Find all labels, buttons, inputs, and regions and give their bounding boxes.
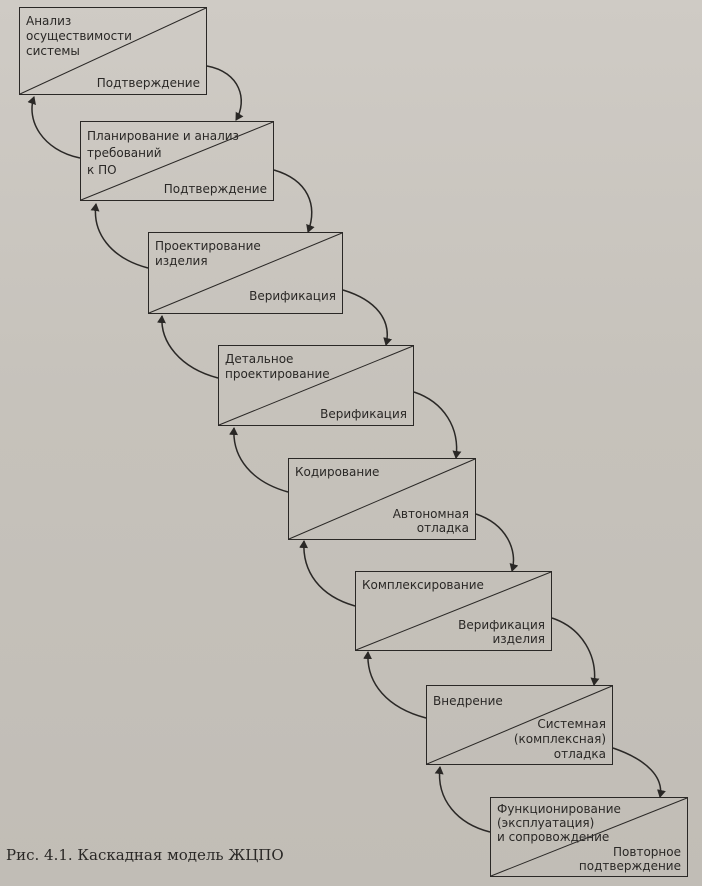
stage-title: Проектирование изделия (155, 239, 261, 268)
forward-arrow-7 (613, 748, 661, 797)
forward-arrow-6 (552, 618, 595, 685)
return-arrow-3 (162, 316, 218, 378)
stage-coding (288, 458, 476, 540)
stage-operation-maintenance (490, 797, 688, 877)
figure-caption: Рис. 4.1. Каскадная модель ЖЦПО (6, 846, 284, 864)
forward-arrow-5 (476, 514, 514, 571)
forward-arrow-4 (414, 392, 457, 458)
stage-result: Системная (комплексная) отладка (513, 717, 606, 761)
stage-result: Повторное подтверждение (578, 845, 681, 873)
stage-integration (355, 571, 552, 651)
return-arrow-4 (234, 428, 288, 492)
stage-feasibility-analysis (19, 7, 207, 95)
stage-result: Верификация (320, 407, 407, 421)
return-arrow-6 (368, 652, 426, 718)
stage-title: Планирование и анализ требований к ПО (87, 129, 239, 177)
return-arrow-1 (32, 97, 80, 158)
stage-product-design (148, 232, 343, 314)
stage-title: Комплексирование (362, 578, 484, 592)
return-arrow-2 (95, 204, 148, 268)
forward-arrow-2 (274, 170, 312, 232)
stage-detailed-design (218, 345, 414, 426)
return-arrow-7 (440, 767, 490, 832)
stage-result: Верификация изделия (458, 618, 545, 646)
stage-title: Функционирование (эксплуатация) и сопровождение (497, 802, 621, 844)
stage-result: Подтверждение (163, 182, 267, 196)
return-arrow-5 (304, 541, 355, 606)
stage-title: Кодирование (295, 465, 380, 479)
forward-arrow-3 (343, 290, 387, 345)
stage-result: Верификация (249, 289, 336, 303)
stage-title: Анализ осуществимости системы (26, 14, 132, 58)
stage-title: Детальное проектирование (225, 352, 330, 381)
stage-result: Автономная отладка (392, 507, 469, 535)
stage-deployment (426, 685, 613, 765)
stage-title: Внедрение (433, 694, 503, 708)
stage-requirements-planning (80, 121, 274, 201)
stage-result: Подтверждение (96, 76, 200, 90)
forward-arrow-1 (207, 66, 241, 120)
